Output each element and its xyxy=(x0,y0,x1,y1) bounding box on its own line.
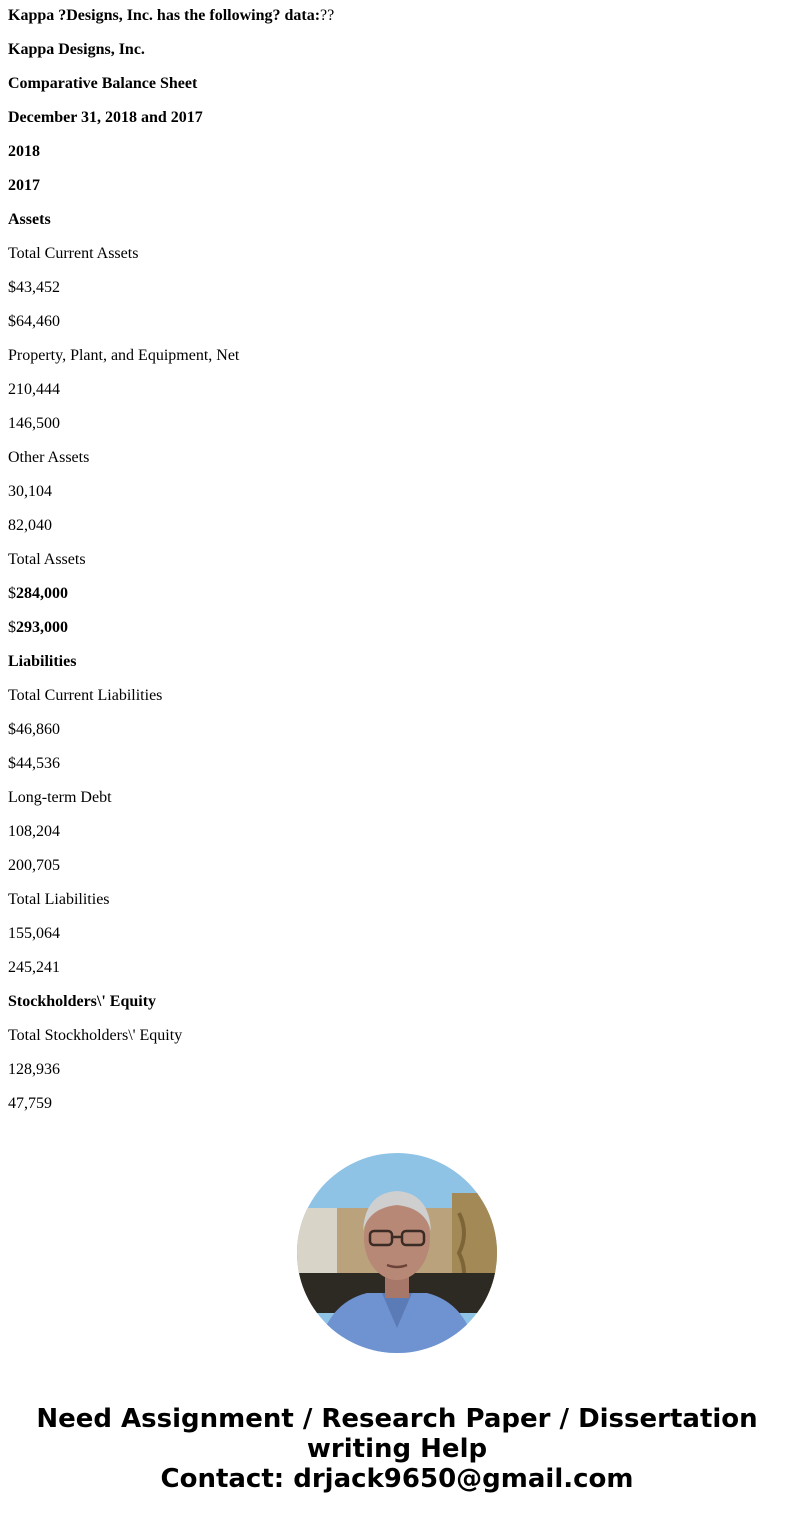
long-term-debt-2018: 108,204 xyxy=(8,823,60,840)
total-assets-2018 xyxy=(8,585,786,619)
equity-heading: Stockholders\' Equity xyxy=(8,993,157,1010)
contact-banner xyxy=(0,1404,794,1494)
assets-heading: Assets xyxy=(8,211,51,228)
current-liabilities-2017: $44,536 xyxy=(8,755,60,772)
question-line xyxy=(8,7,786,41)
profile-photo-icon xyxy=(297,1153,497,1353)
ppe-2018: 210,444 xyxy=(8,381,60,398)
total-equity-2017: 47,759 xyxy=(8,1095,52,1112)
current-assets-label: Total Current Assets xyxy=(8,245,139,262)
total-assets-2017-value: 293,000 xyxy=(16,619,68,636)
other-assets-2017: 82,040 xyxy=(8,517,52,534)
current-liabilities-label: Total Current Liabilities xyxy=(8,687,163,704)
column-header-2017: 2017 xyxy=(8,177,40,194)
total-liabilities-2017: 245,241 xyxy=(8,959,60,976)
currency-symbol: $ xyxy=(8,585,16,602)
banner-contact-line: Contact: drjack9650@gmail.com xyxy=(160,1464,634,1494)
liabilities-heading: Liabilities xyxy=(8,653,77,670)
banner-line-2: writing Help xyxy=(306,1434,488,1464)
currency-symbol: $ xyxy=(8,619,16,636)
total-liabilities-label: Total Liabilities xyxy=(8,891,110,908)
ppe-label: Property, Plant, and Equipment, Net xyxy=(8,347,240,364)
profile-photo-illustration xyxy=(297,1153,497,1353)
other-assets-label: Other Assets xyxy=(8,449,90,466)
ppe-2017: 146,500 xyxy=(8,415,60,432)
total-equity-label: Total Stockholders\' Equity xyxy=(8,1027,183,1044)
total-assets-label: Total Assets xyxy=(8,551,86,568)
total-liabilities-2018: 155,064 xyxy=(8,925,60,942)
total-assets-2017 xyxy=(8,619,786,653)
total-equity-2018: 128,936 xyxy=(8,1061,60,1078)
long-term-debt-2017: 200,705 xyxy=(8,857,60,874)
current-assets-2018: $43,452 xyxy=(8,279,60,296)
banner-line-1: Need Assignment / Research Paper / Dissertation xyxy=(36,1404,758,1434)
question-text: Kappa ?Designs, Inc. has the following? data: xyxy=(8,7,321,24)
statement-date: December 31, 2018 and 2017 xyxy=(8,109,203,126)
total-assets-2018-value: 284,000 xyxy=(16,585,68,602)
question-tail: ?? xyxy=(320,7,335,24)
balance-sheet-document xyxy=(8,7,786,1129)
long-term-debt-label: Long-term Debt xyxy=(8,789,112,806)
statement-title: Comparative Balance Sheet xyxy=(8,75,198,92)
other-assets-2018: 30,104 xyxy=(8,483,52,500)
current-assets-2017: $64,460 xyxy=(8,313,60,330)
current-liabilities-2018: $46,860 xyxy=(8,721,60,738)
column-header-2018: 2018 xyxy=(8,143,40,160)
company-name: Kappa Designs, Inc. xyxy=(8,41,145,58)
